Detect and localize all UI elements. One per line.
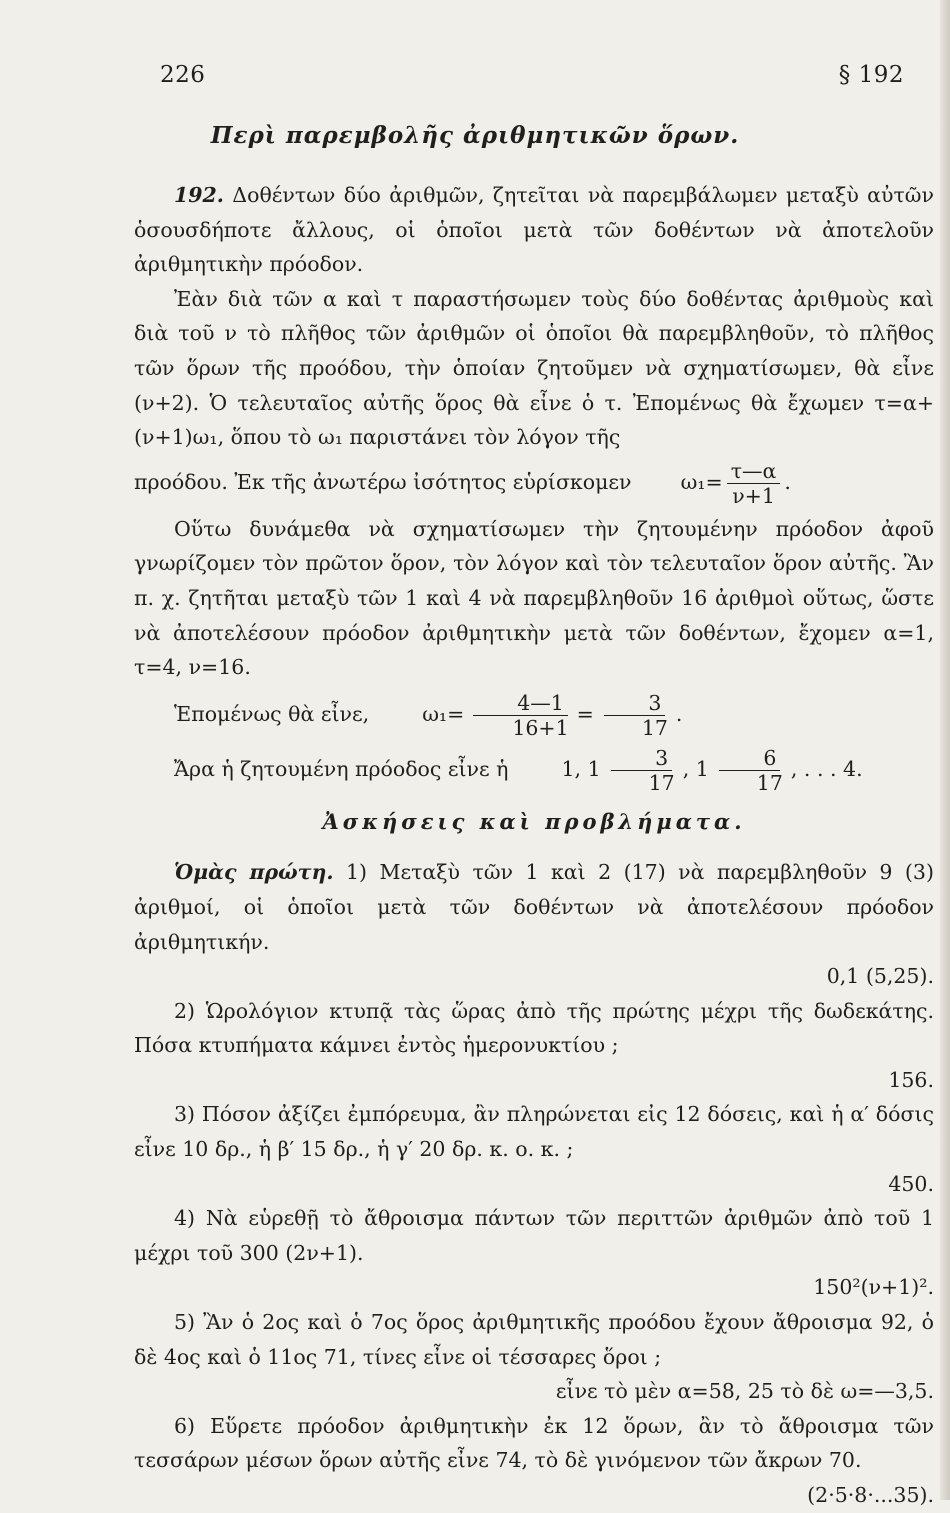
exercise-1 (134, 855, 934, 959)
formula3-fraction-b (713, 746, 787, 795)
exercise-2 (134, 994, 934, 1063)
formula1-lhs: ω₁= (680, 469, 723, 494)
formula1-numerator: τ—α (727, 459, 781, 484)
exercise-4 (134, 1201, 934, 1270)
formula3-term-c: , . . . 4. (790, 756, 863, 781)
exercise-5 (134, 1305, 934, 1374)
formula3-fraction-a (605, 746, 679, 795)
exercise-3-answer: 450. (888, 1171, 934, 1196)
formula3-term-b: , 1 (682, 756, 709, 781)
exercise-6-answer: (2·5·8·...35). (807, 1483, 934, 1507)
paragraph-formula1-text: προόδου. Ἐκ τῆς ἀνωτέρω ἰσότητος εὑρίσκομεν (134, 469, 632, 494)
exercise-1-text: 1) Μεταξὺ τῶν 1 καὶ 2 (17) νὰ παρεμβληθοῦν 9 (3) ἀριθμοί, οἱ ὁποῖοι μετὰ τῶν δοθέντων νὰ ἀποτελέσουν πρόοδον ἀριθμητικήν. (134, 860, 934, 954)
group-label: Ὁμὰς πρώτη. (174, 860, 334, 885)
exercise-4-text: 4) Νὰ εὑρεθῇ τὸ ἄθροισμα πάντων τῶν περιττῶν ἀριθμῶν ἀπὸ τοῦ 1 μέχρι τοῦ 300 (2ν+1). (134, 1206, 934, 1265)
exercise-5-answer: εἶνε τὸ μὲν α=58, 25 τὸ δὲ ω=—3,5. (555, 1379, 934, 1404)
formula2-lhs: ω₁= (422, 701, 465, 726)
formula2-numerator-a: 4—1 (473, 691, 568, 716)
paragraph-example: Οὕτω δυνάμεθα νὰ σχηματίσωμεν τὴν ζητουμένην πρόοδον ἀφοῦ γνωρίζομεν τὸν πρῶτον ὅρον, τὸν λόγον καὶ τὸν τελευταῖον ὅρον αὐτῆς. Ἂν π. χ. ζητῆται μεταξὺ τῶν 1 καὶ 4 νὰ παρεμβληθοῦν 16 ἀριθμοὶ οὕτως, ὥστε νὰ ἀποτελέσουν πρόοδον ἀριθμητικὴν μετὰ τῶν δοθέντων, ἔχομεν α=1, τ=4, ν=16. (134, 516, 934, 680)
formula2-denominator-a: 16+1 (512, 715, 569, 740)
paragraph-formula3 (134, 746, 934, 795)
section-number: 192. (174, 183, 224, 207)
exercise-1-answer: 0,1 (5,25). (826, 964, 934, 989)
formula1-denominator: ν+1 (732, 483, 775, 508)
page-header (160, 62, 904, 88)
formula2-text: Ἑπομένως θὰ εἶνε, (174, 701, 370, 726)
chapter-title: Περὶ παρεμβολῆς ἀριθμητικῶν ὅρων. (210, 122, 740, 149)
exercise-2-text: 2) Ὡρολόγιον κτυπᾷ τὰς ὥρας ἀπὸ τῆς πρώτης μέχρι τῆς δωδεκάτης. Πόσα κτυπήματα κάμνει ἐντὸς ἡμερονυκτίου ; (134, 998, 934, 1058)
paragraph-formula1: προόδου. Ἐκ τῆς ἀνωτέρω ἰσότητος εὑρίσκομεν ω₁= $\frac{\tau—\alpha}{\nu+1}$ . (134, 458, 791, 508)
exercises-heading: Ἀσκήσεις καὶ προβλήματα. (322, 808, 746, 834)
formula2-numerator-b: 3 (604, 691, 665, 716)
formula3-numerator-b: 6 (719, 746, 780, 771)
formula2-fraction-b (598, 691, 672, 740)
formula3-term-a: 1, 1 (561, 756, 601, 781)
formula2-fraction-a (468, 691, 572, 740)
paragraph-intro (134, 178, 934, 282)
paragraph-definitions: Ἐὰν διὰ τῶν α καὶ τ παραστήσωμεν τοὺς δύο δοθέντας ἀριθμοὺς καὶ διὰ τοῦ ν τὸ πλῆθος τῶν ἀριθμῶν οἱ ὁποῖοι θὰ παρεμβληθοῦν, τὸ πλῆθος τῶν ὅρων τῆς προόδου, τὴν ὁποίαν ζητοῦμεν νὰ σχηματίσωμεν, θὰ εἶνε (ν+2). Ὁ τελευταῖος αὐτῆς ὅρος θὰ εἶνε ὁ τ. Ἐπομένως θὰ ἔχωμεν τ=α+(ν+1)ω₁, ὅπου τὸ ω₁ παριστάνει τὸν λόγον τῆς (134, 286, 934, 450)
section-marker: § 192 (838, 62, 904, 88)
formula1-fraction (727, 459, 781, 508)
formula3-numerator-a: 3 (611, 746, 672, 771)
formula2-equals: = (576, 701, 594, 726)
exercise-3-text: 3) Πόσον ἀξίζει ἐμπόρευμα, ἂν πληρώνεται εἰς 12 δόσεις, καὶ ἡ α′ δόσις εἶνε 10 δρ., ἡ β′ 15 δρ., ἡ γ′ 20 δρ. κ. ο. κ. ; (134, 1102, 934, 1162)
formula3-text: Ἄρα ἡ ζητουμένη πρόοδος εἶνε ἡ (174, 756, 509, 781)
exercise-4-answer: 150²(ν+1)². (813, 1275, 934, 1300)
paragraph-formula2: Ἑπομένως θὰ εἶνε, ω₁= $\frac{4—1}{16+1}$ = $\frac{3}{17}$ . (174, 690, 683, 740)
formula2-denominator-b: 17 (641, 715, 668, 740)
formula3-denominator-a: 17 (648, 770, 675, 795)
page-edge (940, 0, 950, 1500)
exercise-2-answer: 156. (888, 1067, 934, 1092)
paragraph-intro-text: Δοθέντων δύο ἀριθμῶν, ζητεῖται νὰ παρεμβάλωμεν μεταξὺ αὐτῶν ὁσουσδήποτε ἄλλους, οἱ ὁποῖοι μετὰ τῶν δοθέντων νὰ ἀποτελοῦν ἀριθμητικὴν πρόοδον. (134, 183, 934, 277)
exercise-3 (134, 1097, 934, 1166)
exercise-6-text: 6) Εὕρετε πρόοδον ἀριθμητικὴν ἐκ 12 ὅρων, ἂν τὸ ἄθροισμα τῶν τεσσάρων μέσων ὅρων αὐτῆς εἶνε 74, τὸ δὲ γινόμενον τῶν ἄκρων 70. (134, 1413, 934, 1473)
exercise-6 (134, 1409, 934, 1478)
page-body (134, 178, 934, 1513)
page-number: 226 (160, 62, 206, 88)
exercise-5-text: 5) Ἂν ὁ 2ος καὶ ὁ 7ος ὅρος ἀριθμητικῆς προόδου ἔχουν ἄθροισμα 92, ὁ δὲ 4ος καὶ ὁ 11ος 71, τίνες εἶνε οἱ τέσσαρες ὅροι ; (134, 1310, 934, 1369)
formula3-denominator-b: 17 (756, 770, 783, 795)
